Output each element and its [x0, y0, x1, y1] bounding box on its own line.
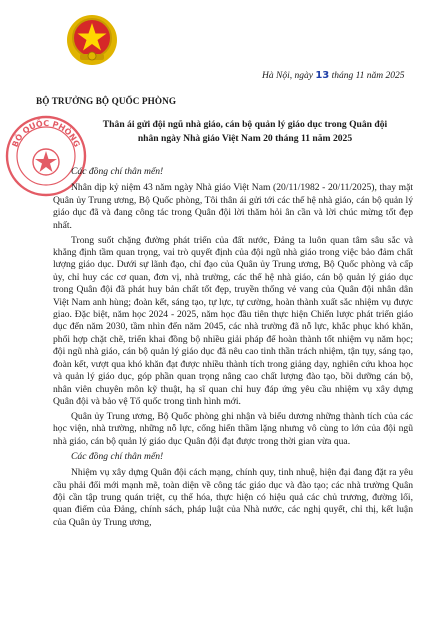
paragraph-1: Nhân dịp kỷ niệm 43 năm ngày Nhà giáo Việt Nam (20/11/1982 - 20/11/2025), thay mặt Quân ủy Trung ương, Bộ Quốc phòng, Tôi thân ái gửi tới các thế hệ nhà giáo, cán bộ quản lý giáo dục đã và đang công tác trong Quân đội lời thăm hỏi ân cần và lời chúc mừng tốt đẹp nhất.	[53, 182, 413, 231]
national-emblem-icon	[66, 14, 118, 66]
paragraph-3: Quân ủy Trung ương, Bộ Quốc phòng ghi nhận và biểu dương những thành tích của các học viện, nhà trường, những nỗ lực, cống hiến thầm lặng nhưng vô cùng to lớn của đội ngũ nhà giáo, cán bộ quản lý giáo dục Quân đội đạt được trong thời gian vừa qua.	[53, 410, 413, 447]
svg-text:BỘ QUỐC PHÒNG: BỘ QUỐC PHÒNG	[10, 118, 82, 149]
issuing-authority: BỘ TRƯỞNG BỘ QUỐC PHÒNG	[36, 96, 177, 106]
date-day-handwritten: 13	[315, 70, 330, 81]
salutation-2: Các đồng chí thân mến!	[71, 450, 164, 462]
document-date	[262, 70, 422, 81]
title-line-2: nhân ngày Nhà giáo Việt Nam 20 tháng 11 năm 2025	[137, 133, 353, 144]
letter-title	[90, 118, 400, 146]
paragraph-4: Nhiệm vụ xây dựng Quân đội cách mạng, chính quy, tinh nhuệ, hiện đại đang đặt ra yêu cầu phải đổi mới mạnh mẽ, toàn diện về công tác giáo dục và đào tạo; các nhà trường Quân đội cần tập trung quán triệt, cụ thể hóa, thực hiện có hiệu quả các chủ trương, đường lối, quan điểm của Đảng, chính sách, pháp luật của Nhà nước, các nghị quyết, chỉ thị, kết luận của Quân ủy Trung ương,	[53, 467, 413, 528]
date-prefix: Hà Nội, ngày	[262, 71, 313, 81]
salutation-1: Các đồng chí thân mến!	[71, 166, 164, 177]
paragraph-2: Trong suốt chặng đường phát triển của đất nước, Đảng ta luôn quan tâm sâu sắc và khẳng định tầm quan trọng, vai trò quyết định của đội ngũ nhà giáo trong việc bảo đảm chất lượng giáo dục. Dưới sự lãnh đạo, chỉ đạo của Quân ủy Trung ương, Bộ Quốc phòng và cấp ủy, chỉ huy các cơ quan, đơn vị, nhà trường, các thế hệ nhà giáo, cán bộ quản lý giáo dục trong Quân đội đã phát huy bản chất tốt đẹp, truyền thống vẻ vang của Quân đội nhân dân Việt Nam anh hùng; đoàn kết, sáng tạo, tự lực, tự cường, hoàn thành xuất sắc nhiệm vụ được giao. Đặc biệt, năm học 2024 - 2025, năm học đầu tiên thực hiện Chiến lược phát triển giáo dục đến năm 2030, tầm nhìn đến năm 2045, các nhà trường đã nỗ lực, khắc phục khó khăn, phối hợp chặt chẽ, triển khai đồng bộ nhiều giải pháp để hoàn thành tốt nhiệm vụ năm học; đội ngũ nhà giáo, cán bộ quản lý giáo dục đã nêu cao tinh thần trách nhiệm, tận tụy, sáng tạo, đoàn kết, vượt qua khó khăn đạt được nhiều thành tích trong giảng dạy, nghiên cứu khoa học và quản lý giáo dục, góp phần quan trọng nâng cao chất lượng đào tạo, bồi dưỡng cán bộ, nhân viên chuyên môn kỹ thuật, hạ sĩ quan chỉ huy đáp ứng yêu cầu nhiệm vụ xây dựng Quân đội và bảo vệ Tổ quốc trong tình hình mới.	[53, 234, 413, 407]
date-suffix: tháng 11 năm 2025	[331, 71, 405, 81]
title-line-1: Thân ái gửi đội ngũ nhà giáo, cán bộ quản lý giáo dục trong Quân đội	[102, 119, 388, 130]
letter-body	[53, 166, 413, 532]
